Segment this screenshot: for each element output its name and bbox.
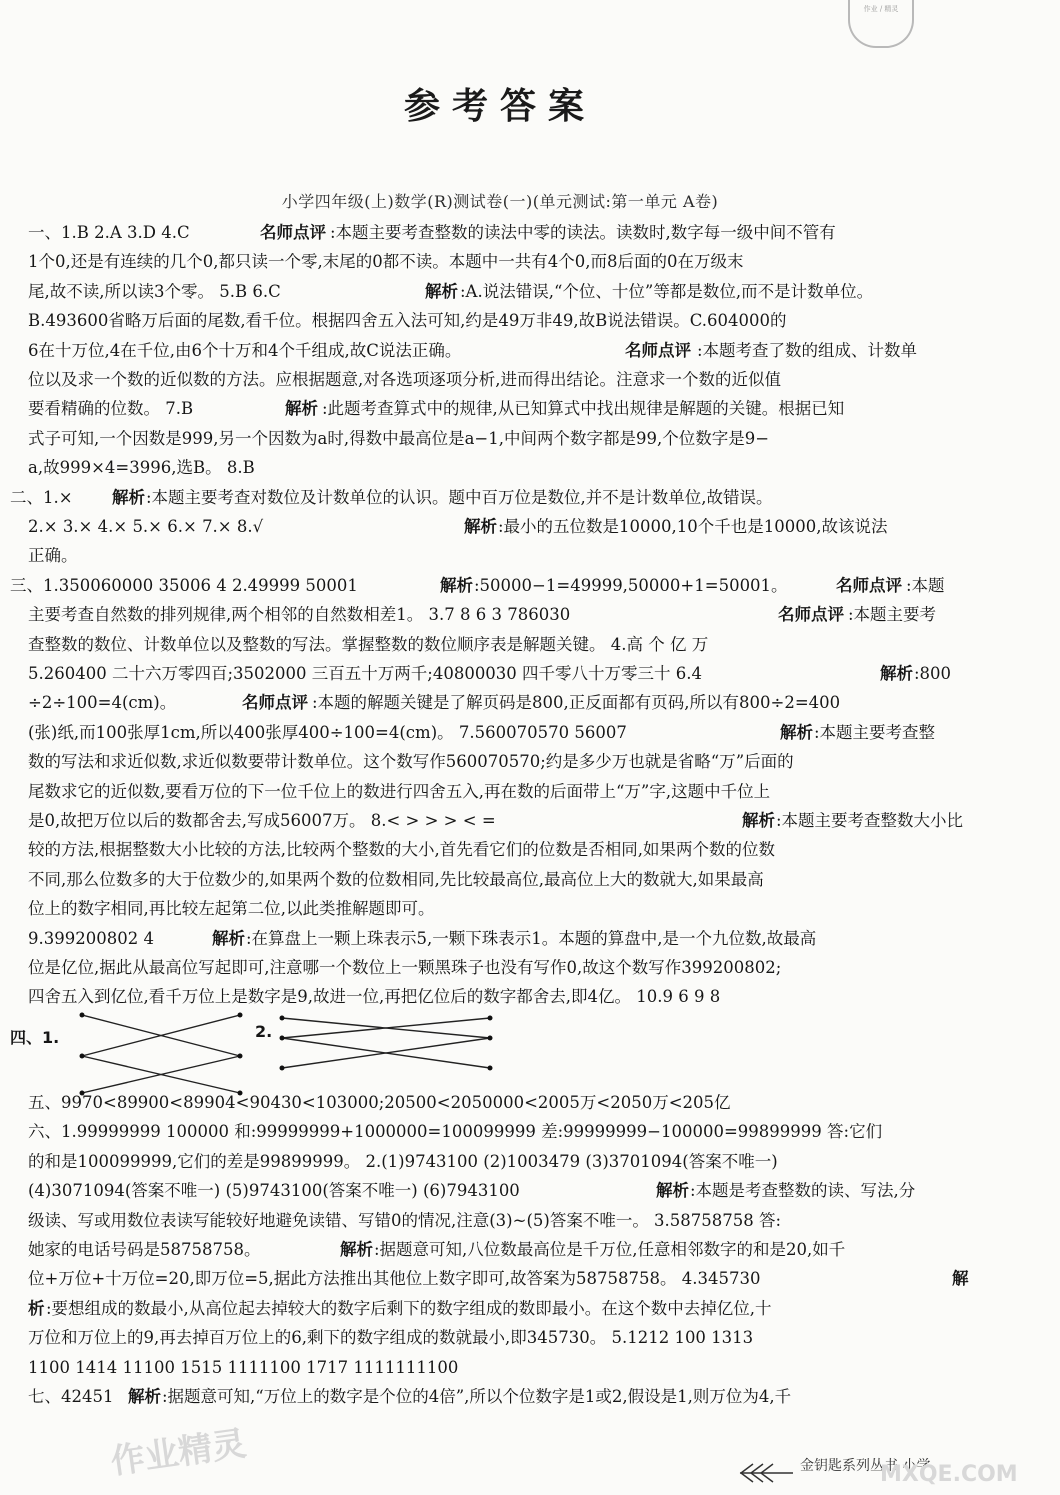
matching-diagram — [0, 1000, 520, 1100]
match-dot — [238, 1013, 243, 1018]
answer-text: 1个0,还是有连续的几个0,都只读一个零,末尾的0都不读。本题中一共有4个0,而8后面的0在万级末 — [28, 252, 744, 272]
answer-line — [0, 777, 1000, 807]
answer-keyword: 名师点评 — [625, 340, 691, 360]
answer-text: 数的写法和求近似数,求近似数要带计数单位。这个数写作560070570;约是多少万也就是省略“万”后面的 — [28, 752, 794, 772]
footer-series-text: 金钥匙系列丛书 小学 — [800, 1458, 931, 1474]
answer-text: :此题考查算式中的规律,从已知算式中找出规律是解题的关键。根据已知 — [322, 399, 845, 419]
answer-line — [0, 600, 1000, 630]
answer-text: 主要考查自然数的排列规律,两个相邻的自然数相差1。 3.7 8 6 3 786030 — [28, 605, 571, 625]
answer-line — [0, 1176, 1000, 1206]
answer-line — [0, 1147, 1000, 1177]
answer-keyword: 解析 — [464, 517, 497, 536]
answer-text: :本题主要考查对数位及计数单位的认识。题中百万位是数位,并不是计数单位,故错误。 — [146, 487, 773, 507]
answer-line — [0, 1382, 1000, 1412]
answer-text: 较的方法,根据整数大小比较的方法,比较两个整数的大小,首先看它们的位数是否相同,如果两个数的位数 — [28, 840, 775, 860]
answer-text: 是0,故把万位以后的数都舍去,写成56007万。 8.< > > > < = — [28, 811, 496, 830]
match-dot — [488, 1066, 493, 1071]
answer-keyword: 解析 — [425, 281, 458, 301]
answer-text: :最小的五位数是10000,10个千也是10000,故该说法 — [498, 517, 888, 536]
answer-text: :要想组成的数最小,从高位起去掉较大的数字后剩下的数字组成的数即最小。在这个数中去掉亿位,十 — [46, 1298, 772, 1318]
answer-text: 尾数求它的近似数,要看万位的下一位千位上的数进行四舍五入,再在数的后面带上“万”字,这题中千位上 — [28, 781, 771, 801]
answer-line — [0, 512, 1000, 542]
answer-text: :本题主要考查整数大小比 — [776, 811, 964, 830]
answer-line — [0, 953, 1000, 983]
answer-text: (张)纸,而100张厚1cm,所以400张厚400÷100=4(cm)。 7.560070570 56007 — [28, 722, 627, 742]
answer-text: B.493600省略万后面的尾数,看千位。根据四舍五入法可知,约是49万非49,故B说法错误。C.604000的 — [28, 311, 787, 331]
answer-keyword: 名师点评 — [242, 693, 308, 713]
answer-line — [0, 218, 1000, 248]
answer-keyword: 解 — [952, 1269, 969, 1289]
answer-text: a,故999×4=3996,选B。 8.B — [28, 458, 255, 478]
answer-text: :本题是考查整数的读、写法,分 — [690, 1181, 916, 1201]
page-title: 参考答案 — [403, 86, 596, 127]
answer-keyword: 名师点评 — [260, 223, 326, 242]
answer-line — [0, 483, 1000, 513]
match-dot — [280, 1066, 285, 1071]
answer-text: 5.260400 二十六万零四百;3502000 三百五十万两千;40800030 四千零八十万零三十 6.4 — [28, 664, 703, 683]
answer-text: 位上的数字相同,再比较左起第二位,以此类推解题即可。 — [28, 899, 435, 919]
answer-line — [0, 1264, 1000, 1294]
answer-text: 尾,故不读,所以读3个零。 5.B 6.C — [28, 281, 281, 301]
answer-line — [0, 365, 1000, 395]
answer-line — [0, 1353, 1000, 1383]
answer-keyword: 解析 — [212, 928, 245, 948]
answer-text: 万位和万位上的9,再去掉百万位上的6,剩下的数字组成的数就最小,即345730。 5.1212 100 1313 — [28, 1328, 754, 1348]
answer-line — [0, 747, 1000, 777]
answer-line — [0, 306, 1000, 336]
answer-text: 位+万位+十万位=20,即万位=5,据此方法推出其他位上数字即可,故答案为58758758。 4.345730 — [28, 1269, 761, 1289]
answer-text: :本题主要考 — [848, 605, 937, 625]
answer-text: 要看精确的位数。 7.B — [28, 399, 194, 419]
answer-text: 查整数的数位、计数单位以及整数的写法。掌握整数的数位顺序表是解题关键。 4.高 个 亿 万 — [28, 634, 709, 654]
answer-text: :据题意可知,八位数最高位是千万位,任意相邻数字的和是20,如千 — [374, 1240, 846, 1259]
answer-text: 二、1.× — [10, 487, 73, 507]
answer-line — [0, 247, 1000, 277]
answer-line — [0, 1206, 1000, 1236]
match-dot — [238, 1054, 243, 1059]
answer-line — [0, 1235, 1000, 1265]
section-4-label-2: 2. — [255, 1022, 273, 1041]
match-dot — [80, 1054, 85, 1059]
answer-text: 位以及求一个数的近似数的方法。应根据题意,对各选项逐项分析,进而得出结论。注意求一个数的近似值 — [28, 370, 781, 389]
answer-text: 不同,那么位数多的大于位数少的,如果两个数的位数相同,先比较最高位,最高位上大的数就大,如果最高 — [28, 869, 764, 889]
answer-line — [0, 924, 1000, 954]
answer-line — [0, 835, 1000, 865]
answer-text: 的和是100099999,它们的差是99899999。 2.(1)9743100 (2)1003479 (3)3701094(答案不唯一) — [28, 1151, 778, 1171]
answer-keyword: 解析 — [780, 722, 813, 742]
answer-text: :本题 — [906, 575, 945, 595]
answer-keyword: 名师点评 — [836, 575, 902, 595]
answer-text: :本题主要考查整 — [814, 722, 936, 742]
answer-text: :800 — [914, 664, 952, 683]
match-dot — [488, 1016, 493, 1021]
answer-line — [0, 718, 1000, 748]
match-dot — [280, 1016, 285, 1021]
answer-keyword: 解析 — [128, 1387, 161, 1406]
answer-text: 式子可知,一个因数是999,另一个因数为a时,得数中最高位是a−1,中间两个数字都是99,个位数字是9− — [28, 428, 770, 448]
test-subtitle: 小学四年级(上)数学(R)测试卷(一)(单元测试:第一单元 A卷) — [281, 192, 719, 211]
answer-text: 三、1.350060000 35006 4 2.49999 50001 — [10, 575, 358, 595]
match-dot — [488, 1036, 493, 1041]
answer-line — [0, 806, 1000, 836]
answer-line — [0, 659, 1000, 689]
answer-keyword: 解析 — [112, 487, 145, 507]
answer-line — [0, 688, 1000, 718]
answer-text: ÷2÷100=4(cm)。 — [28, 693, 177, 713]
answer-text: 1100 1414 11100 1515 1111100 1717 1111111100 — [28, 1357, 459, 1377]
answer-text: 四舍五入到亿位,看千万位上是数字是9,故进一位,再把亿位后的数字都舍去,即4亿。 10.9 6 9 8 — [28, 987, 721, 1007]
answer-text: :50000−1=49999,50000+1=50001。 — [474, 575, 788, 595]
answer-line — [0, 277, 1000, 307]
watermark-bottom-left: 作业精灵 — [108, 1423, 249, 1483]
answer-text: 级读、写或用数位表读写能较好地避免读错、写错0的情况,注意(3)~(5)答案不唯一。 3.58758758 答: — [28, 1210, 782, 1230]
answer-line — [0, 424, 1000, 454]
answer-text: :本题考查了数的组成、计数单 — [697, 340, 918, 360]
answer-text: 位是亿位,据此从最高位写起即可,注意哪一个数位上一颗黑珠子也没有写作0,故这个数写作399200802; — [28, 958, 782, 977]
answer-text: :本题主要考查整数的读法中零的读法。读数时,数字每一级中间不管有 — [330, 223, 836, 242]
answer-text: :A.说法错误,“个位、十位”等都是数位,而不是计数单位。 — [460, 281, 874, 301]
answer-line — [0, 630, 1000, 660]
answer-keyword: 解析 — [440, 575, 473, 595]
answer-line — [0, 1088, 1000, 1118]
answer-line — [0, 1294, 1000, 1324]
answer-keyword: 解析 — [656, 1181, 689, 1201]
arrow-decoration-icon — [735, 1460, 795, 1486]
answer-text: 6在十万位,4在千位,由6个十万和4个千组成,故C说法正确。 — [28, 340, 462, 360]
answer-line — [0, 865, 1000, 895]
corner-stamp: 作业 / 精灵 — [848, 0, 914, 48]
answer-text: 七、42451 — [28, 1387, 114, 1406]
answer-keyword: 解析 — [880, 664, 913, 683]
answer-text: 六、1.99999999 100000 和:99999999+1000000=100099999 差:99999999−100000=99899999 答:它们 — [28, 1122, 883, 1142]
answer-keyword: 名师点评 — [778, 605, 844, 625]
answer-text: :本题的解题关键是了解页码是800,正反面都有页码,所以有800÷2=400 — [312, 693, 841, 713]
answer-text: 一、1.B 2.A 3.D 4.C — [28, 223, 190, 242]
answer-text: 9.399200802 4 — [28, 928, 154, 948]
answer-line — [0, 336, 1000, 366]
answer-text: (4)3071094(答案不唯一) (5)9743100(答案不唯一) (6)7943100 — [28, 1181, 520, 1201]
answer-text: 2.× 3.× 4.× 5.× 6.× 7.× 8.√ — [28, 517, 264, 536]
match-dot — [280, 1036, 285, 1041]
answer-keyword: 析 — [28, 1298, 45, 1318]
answer-line — [0, 1117, 1000, 1147]
answer-text: :在算盘上一颗上珠表示5,一颗下珠表示1。本题的算盘中,是一个九位数,故最高 — [246, 928, 817, 948]
answer-line — [0, 394, 1000, 424]
answer-line — [0, 571, 1000, 601]
answer-line — [0, 1323, 1000, 1353]
answer-text: :据题意可知,“万位上的数字是个位的4倍”,所以个位数字是1或2,假设是1,则万位为4,千 — [162, 1387, 792, 1406]
section-4-label: 四、1. — [10, 1028, 60, 1047]
answer-line — [0, 453, 1000, 483]
answer-text: 她家的电话号码是58758758。 — [28, 1240, 261, 1259]
match-dot — [80, 1013, 85, 1018]
answer-keyword: 解析 — [742, 811, 775, 830]
answer-text: 正确。 — [28, 546, 78, 566]
answer-text: 五、9970<89900<89904<90430<103000;20500<2050000<2005万<2050万<205亿 — [28, 1093, 731, 1112]
answer-line — [0, 894, 1000, 924]
watermark-bottom-right: MXQE.COM — [880, 1462, 1018, 1487]
answer-line — [0, 541, 1000, 571]
answer-keyword: 解析 — [285, 399, 318, 419]
answer-keyword: 解析 — [340, 1240, 373, 1259]
